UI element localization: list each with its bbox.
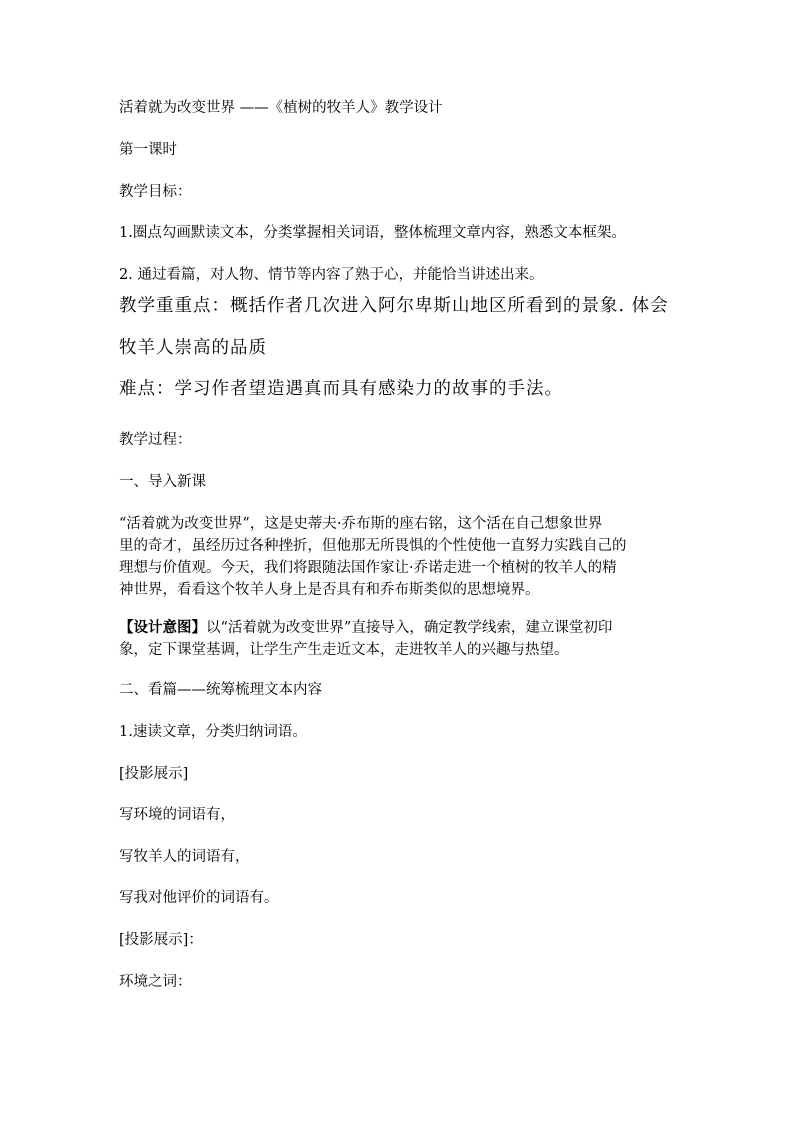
intro-line: 里的奇才，虽经历过各种挫折，但他那无所畏惧的个性使他一直努力实践自己的	[119, 538, 627, 554]
design-intent-label: 【设计意图】	[119, 619, 206, 636]
intro-line: 神世界，看看这个牧羊人身上是否具有和乔布斯类似的思想境界。	[119, 582, 540, 598]
goal-item-1: 1.圈点勾画默读文本，分类掌握相关词语，整体梳理文章内容，熟悉文本框架。	[119, 225, 626, 241]
goals-heading: 教学目标：	[119, 184, 192, 200]
design-intent-line: 象，定下课堂基调，让学生产生走近文本，走进牧羊人的兴趣与热望。	[119, 642, 569, 658]
intro-line: 理想与价值观。今天，我们将跟随法国作家让·乔诺走进一个植树的牧羊人的精	[119, 560, 617, 576]
projection-label-1: [投影展示]	[119, 766, 189, 782]
intro-line: “活着就为改变世界”，这是史蒂夫·乔布斯的座右铭，这个活在自己想象世界	[119, 516, 603, 532]
section-1-heading: 一、导入新课	[119, 474, 206, 490]
goal-item-2: 2. 通过看篇，对人物、情节等内容了熟于心，并能恰当讲述出来。	[119, 267, 544, 283]
intro-paragraph	[119, 513, 679, 601]
difficulty-line: 难点：学习作者望造遇真而具有感染力的故事的手法。	[119, 379, 563, 399]
environment-terms-label: 环境之词：	[119, 974, 192, 990]
evaluation-words-prompt: 写我对他评价的词语有。	[119, 890, 279, 906]
shepherd-words-prompt: 写牧羊人的词语有，	[119, 849, 250, 865]
section-2-heading: 二、看篇——统筹梳理文本内容	[119, 682, 322, 698]
design-intent-paragraph	[119, 617, 679, 661]
key-points-line-2: 牧羊人崇高的品质	[119, 338, 267, 358]
process-heading: 教学过程：	[119, 432, 192, 448]
design-intent-text: 以“活着就为改变世界”直接导入，确定教学线索，建立课堂初印	[206, 620, 613, 636]
lesson-label: 第一课时	[119, 142, 177, 158]
projection-label-2: [投影展示]：	[119, 932, 203, 948]
key-points-line-1: 教学重重点：概括作者几次进入阿尔卑斯山地区所看到的景象. 体会	[119, 296, 669, 316]
design-intent-line	[119, 617, 679, 639]
step-1: 1.速读文章，分类归纳词语。	[119, 724, 307, 740]
document-title: 活着就为改变世界 ——《植树的牧羊人》教学设计	[119, 100, 443, 116]
environment-words-prompt: 写环境的词语有，	[119, 807, 235, 823]
